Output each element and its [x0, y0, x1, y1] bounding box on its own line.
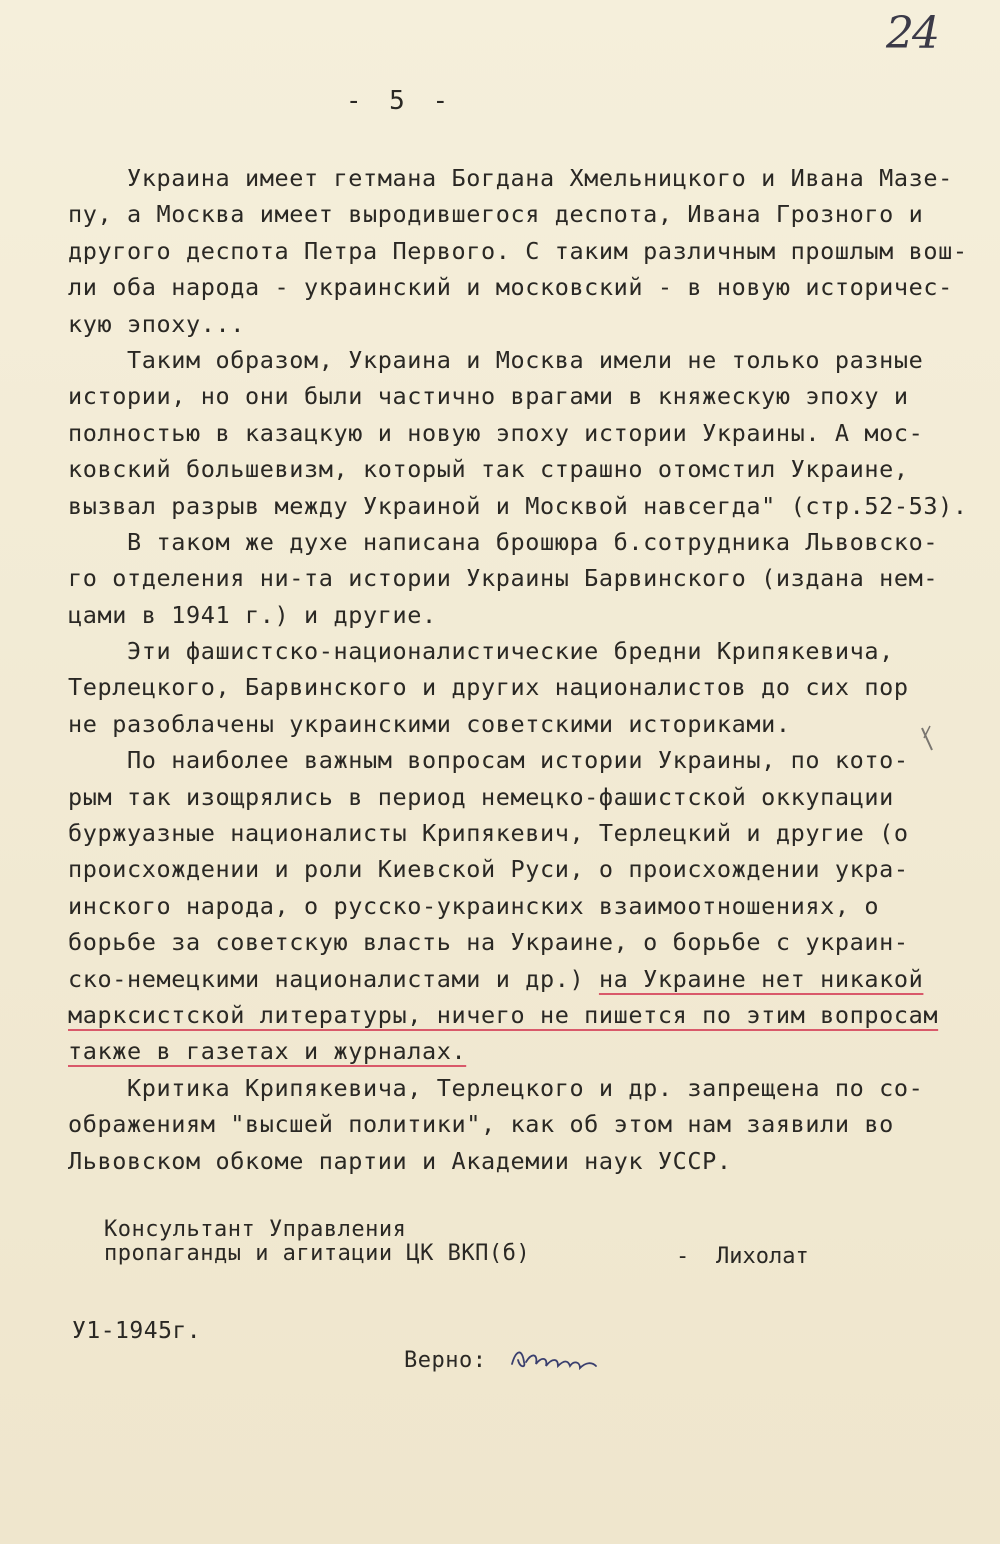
- body-line: [68, 706, 968, 742]
- body-line-text: По наиболее важным вопросам истории Украины, по кото-: [68, 746, 909, 775]
- body-line-text: другого деспота Петра Первого. С таким различным прошлым вош-: [68, 236, 968, 265]
- body-line: [68, 1033, 968, 1069]
- body-line-text: Львовском обкоме партии и Академии наук УССР.: [68, 1146, 732, 1175]
- body-line: [68, 306, 968, 342]
- body-line-text: истории, но они были частично врагами в княжескую эпоху и: [68, 382, 909, 411]
- body-line: [68, 160, 968, 196]
- body-line-text: го отделения ни-та истории Украины Барвинского (издана нем-: [68, 564, 939, 593]
- body-line-text: борьбе за советскую власть на Украине, о борьбе с украин-: [68, 928, 909, 957]
- folio-number: 24: [886, 8, 938, 59]
- body-line-text: вызвал разрыв между Украиной и Москвой навсегда" (стр.52-53).: [68, 491, 968, 520]
- body-line: [68, 888, 968, 924]
- document-body: [68, 160, 968, 1179]
- body-line-text: Таким образом, Украина и Москва имели не только разные: [68, 345, 924, 374]
- body-line-text: буржуазные националисты Крипякевич, Терлецкий и другие (о: [68, 819, 909, 848]
- body-line: [68, 415, 968, 451]
- body-line: [68, 669, 968, 705]
- body-line: [68, 779, 968, 815]
- body-line: [68, 233, 968, 269]
- body-line-text: Терлецкого, Барвинского и других националистов до сих пор: [68, 673, 909, 702]
- body-line-text: пу, а Москва имеет выродившегося деспота, Ивана Грозного и: [68, 200, 924, 229]
- body-line: [68, 742, 968, 778]
- body-line: [68, 560, 968, 596]
- body-line: [68, 997, 968, 1033]
- signature-title-line2: пропаганды и агитации ЦК ВКП(б): [104, 1241, 531, 1266]
- pencil-mark: [918, 724, 938, 754]
- page-number: - 5 -: [345, 86, 455, 116]
- signature-title-line1: Консультант Управления: [104, 1217, 407, 1242]
- red-underlined-text: также в газетах и журналах.: [68, 1037, 467, 1066]
- body-line: [68, 269, 968, 305]
- handwritten-signature: [508, 1342, 600, 1376]
- body-line: [68, 451, 968, 487]
- body-line-text: ковский большевизм, который так страшно отомстил Украине,: [68, 455, 909, 484]
- body-line-text: ско-немецкими националистами и др.): [68, 964, 599, 993]
- signature-block: [104, 1218, 530, 1266]
- body-line: [68, 378, 968, 414]
- body-line: [68, 342, 968, 378]
- body-line-text: В таком же духе написана брошюра б.сотрудника Львовско-: [68, 527, 939, 556]
- body-line-text: кую эпоху...: [68, 309, 245, 338]
- body-line-text: цами в 1941 г.) и другие.: [68, 600, 437, 629]
- body-line: [68, 488, 968, 524]
- attestation-label: Верно:: [404, 1348, 487, 1373]
- body-line: [68, 851, 968, 887]
- body-line: [68, 1070, 968, 1106]
- body-line-text: Украина имеет гетмана Богдана Хмельницкого и Ивана Мазе-: [68, 164, 953, 192]
- body-line: [68, 633, 968, 669]
- body-line: [68, 1106, 968, 1142]
- body-line-text: ображениям "высшей политики", как об этом нам заявили во: [68, 1110, 894, 1139]
- body-line-text: полностью в казацкую и новую эпоху истории Украины. А мос-: [68, 418, 924, 447]
- signatory-name: Лихолат: [716, 1244, 809, 1269]
- signature-dash: -: [676, 1244, 690, 1269]
- body-line: [68, 524, 968, 560]
- body-line-text: происхождении и роли Киевской Руси, о происхождении укра-: [68, 855, 909, 884]
- red-underlined-text: марксистской литературы, ничего не пишется по этим вопросам: [68, 1000, 939, 1029]
- body-line: [68, 924, 968, 960]
- body-line-text: Эти фашистско-националистические бредни Крипякевича,: [68, 637, 894, 666]
- body-line: [68, 1143, 968, 1179]
- body-line-text: ли оба народа - украинский и московский - в новую историчес-: [68, 273, 953, 302]
- body-line-text: рым так изощрялись в период немецко-фашистской оккупации: [68, 782, 894, 811]
- body-line: [68, 597, 968, 633]
- document-date: У1-1945г.: [72, 1318, 202, 1344]
- red-underlined-text: на Украине нет никакой: [598, 964, 924, 993]
- body-line-text: Критика Крипякевича, Терлецкого и др. запрещена по со-: [68, 1073, 924, 1102]
- body-line-text: инского народа, о русско-украинских взаимоотношениях, о: [68, 891, 880, 920]
- body-line: [68, 196, 968, 232]
- body-line-text: не разоблачены украинскими советскими историками.: [68, 709, 791, 738]
- body-line: [68, 815, 968, 851]
- body-line: [68, 961, 968, 997]
